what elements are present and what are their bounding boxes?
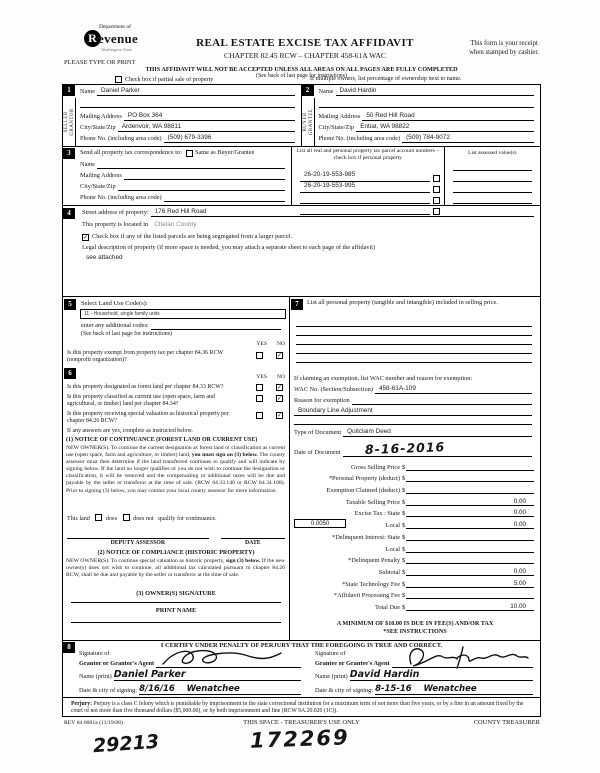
does-not-checkbox[interactable] (123, 514, 130, 521)
land-use-code-field[interactable]: 11 - Household, single family units (80, 309, 286, 319)
exemption-intro: If claiming an exemption, list WAC number and reason for exemption: (294, 375, 473, 382)
grantor-date-city-field[interactable]: 8/16/16 Wenatchee (139, 685, 301, 695)
grantee-mailing-field[interactable]: 50 Red Hill Road (362, 112, 534, 121)
land-use-column: 5 Select Land Use Code(s): 11 - Household, single family units enter any additional codes: (See back of last page for instructions) YES NO Is this property exempt from property tax per chapter 84.36 RCW (nonprofit organization)? ✓ 6 YES NO Is this property designated as forest land per chapter 84.33 RCW? ✓ Is this property classified as current use (open space, farm and agricultural, or timber) land per chapter 84.34? ✓ Is this property receiving special valuation as historical property per chapter 84.26 RCW? ✓ If any answers are yes, complete as instructed below. (1) NOTICE OF CONTINUANCE (FOREST LAND OR CURRENT USE) NEW OWNER(S). To continue the current designation as forest land or classification as current use (open space, farm and agriculture, or timber) land, you must sign on (3) below. The county assessor must then determine if the land transferred continues to qualify and will indicate by signing below. If the land no longer qualifies or you do not wish to continue the designation or classification, it will be removed and the compensating or additional taxes will be due and payable by the seller or transferor at the time of sale. (RCW 84.33.140 or RCW 84.34.108). Prior to signing (3) below, you may contact your local county assessor for more information. This land does does not qualify for continuance. DEPUTY ASSESSOR DATE (2) NOTICE OF COMPLIANCE (HISTORIC PROPERTY) NEW OWNER(S): To continue special valuation as historic property, sign (3) below. If the new owner(s) does not wish to continue, all additional tax calculated pursuant to chapter 84.26 RCW, shall be due and payable by the seller or transferor at the time of sale. (3) OWNER(S) SIGNATURE PRINT NAME (63, 297, 290, 640)
current-use-yes-checkbox[interactable] (256, 395, 263, 402)
seller-grantor-section: 1 SELLER GRANTOR Name Daniel Parker Mailing Address PO Box 364 City/State/Zip Ardenvoir, WA 98811 Phone No. (including area code) (509) 679-3396 (63, 85, 302, 146)
grantee-csz-field[interactable]: Entiat, WA 98822 (356, 123, 534, 132)
perjury-notice: Perjury: Perjury is a class C felony which is punishable by imprisonment in the state correctional institution for a maximum term of not more than five years, or by a fine in an amount fixed by the court of not more than five thousand dollars ($5,000.00), or by both imprisonment and fine (RCW 9A.20.020 (1C)). (71, 700, 524, 714)
section-2-badge: 2 (302, 85, 314, 96)
print-name-label: PRINT NAME (155, 607, 197, 614)
date-label: DATE (245, 540, 261, 546)
exempt-yes-checkbox[interactable] (256, 352, 263, 359)
current-use-question: Is this property classified as current use (open space, farm and agricultural, or timber) land per chapter 84.34? (67, 394, 215, 408)
section-7-badge: 7 (291, 299, 303, 310)
owner-print-name-line[interactable] (71, 615, 281, 623)
parcel-number-field[interactable]: 26-20-19-553-995 (300, 174, 430, 193)
personal-property-line[interactable] (296, 319, 532, 327)
logo-state-text: Washington State (101, 47, 133, 52)
property-address-section: 4 Street address of property: 176 Red Hill Road This property is located in Chelan County ✓ Check box if any of the listed parcels are being segregated from a larger parcel. Legal description of property (if more space is needed, you may attach a separate sheet to each page of the affidavit) see attached (63, 206, 540, 297)
current-use-no-checkbox[interactable] (276, 395, 283, 402)
grantor-signature (157, 646, 287, 670)
grantor-phone-field[interactable]: (509) 679-3396 (164, 134, 295, 143)
exemption-claimed-field[interactable] (406, 486, 534, 494)
legal-description-value: see attached (86, 254, 123, 261)
grantee-extra-name-field[interactable] (319, 100, 535, 108)
acceptance-notice: THIS AFFIDAVIT WILL NOT BE ACCEPTED UNLESS ALL AREAS ON ALL PAGES ARE FULLY COMPLETED (145, 66, 458, 73)
forest-no-checkbox[interactable] (276, 384, 283, 391)
section-8-badge: 8 (63, 642, 75, 653)
forest-yes-checkbox[interactable] (256, 384, 263, 391)
section-1-badge: 1 (63, 85, 75, 96)
exempt-no-checkbox[interactable] (276, 352, 283, 359)
personal-property-title: List all personal property (tangible and intangible) included in selling price. (307, 299, 498, 306)
grantor-name-label: Name (80, 88, 96, 95)
buyer-grantee-side-label: BUYER GRANTEE (302, 98, 315, 146)
see-back-note-2: (See back of last page for instructions) (81, 331, 172, 337)
reason-exemption-field[interactable] (352, 397, 532, 405)
forest-land-question: Is this property designated as forest land per chapter 84.33 RCW? (67, 384, 224, 390)
see-back-note: (See back of last page for instructions) (256, 73, 347, 79)
assessed-value-field[interactable] (453, 196, 532, 204)
taxable-selling-price-field[interactable]: 0.00 (406, 498, 534, 506)
please-type-note: PLEASE TYPE OR PRINT (64, 59, 136, 66)
county-treasurer-label: COUNTY TREASURER (473, 719, 540, 726)
receipt-note: This form is your receipt when stamped by cashier. (469, 40, 539, 56)
minimum-due-note: A MINIMUM OF $10.00 IS DUE IN FEE(S) AND/OR TAX (336, 620, 494, 627)
wac-number-field[interactable]: 458-61A-109 (375, 385, 532, 394)
affidavit-processing-fee-field[interactable] (406, 591, 534, 599)
correspondence-mailing-field[interactable] (124, 172, 285, 180)
grantee-name-field[interactable]: David Hardin (336, 87, 534, 96)
deputy-assessor-signature-line[interactable] (67, 531, 209, 539)
logo-name-text: evenue (98, 30, 139, 46)
exempt-question: Is this property exempt from property tax per chapter 84.36 RCW (nonprofit organization)? (67, 350, 224, 364)
correspondence-csz-field[interactable] (118, 183, 285, 191)
personal-property-line[interactable] (296, 328, 532, 336)
personal-property-line[interactable] (296, 355, 532, 363)
personal-property-line[interactable] (296, 346, 532, 354)
certification-section (63, 641, 540, 698)
additional-codes-field[interactable] (151, 322, 281, 330)
grantee-phone-field[interactable]: (509) 784-9072 (402, 134, 534, 143)
delinquent-interest-state-field[interactable] (406, 533, 534, 541)
correspondence-phone-field[interactable] (164, 194, 285, 202)
form-title: REAL ESTATE EXCISE TAX AFFIDAVIT (196, 37, 414, 49)
notice-continuance-title: (1) NOTICE OF CONTINUANCE (FOREST LAND OR CURRENT USE) (66, 437, 258, 443)
tax-correspondence-section: 3 Send all property tax correspondence to: Same as Buyer/Grantee Name Mailing Address City/State/Zip Phone No. (including area code) List all real and personal property tax parcel account numbers – check box if personal property 26-20-19-553-985 26-20-19-553-995 List assessed value(s) (63, 147, 540, 206)
revenue-r-icon: R (84, 30, 101, 47)
certify-statement: I CERTIFY UNDER PENALTY OF PERJURY THAT THE FOREGOING IS TRUE AND CORRECT. (160, 642, 443, 649)
deputy-assessor-label: DEPUTY ASSESSOR (110, 540, 166, 546)
form-subtitle: CHAPTER 82.45 RCW – CHAPTER 458-61A WAC (224, 51, 386, 60)
grantee-signature-block: Signature of Grantee or Grantee's Agent Name (print) David Hardin Date & city of signing: 8-15-16 Wenatchee (315, 650, 533, 695)
assessed-value-field[interactable] (453, 174, 532, 182)
revenue-logo (84, 24, 138, 52)
grantor-extra-name-field[interactable] (80, 100, 295, 108)
grantor-signature-block: Signature of Grantor or Grantor's Agent Name (print) Daniel Parker Date & city of signing: 8/16/16 Wenatchee (79, 650, 301, 695)
document-type-field[interactable]: Quitclaim Deed (343, 428, 532, 437)
personal-property-deduct-field[interactable] (406, 474, 534, 482)
checkmark-icon: ✓ (277, 353, 283, 359)
form-revision-number: REV 84 0001a (11/19/08) (64, 720, 123, 726)
grantor-csz-field[interactable]: Ardenvoir, WA 98811 (118, 123, 295, 132)
handwritten-number-left: 29213 (92, 730, 160, 758)
owners-signature-title: (3) OWNER(S) SIGNATURE (136, 590, 216, 597)
notice-continuance-body: NEW OWNER(S). To continue the current designation as forest land or classification as current use (open space, farm and agriculture, or timber) land, you must sign on (3) below. The county assessor must then determine if the land transferred continues to qualify and will indicate by signing below. If the land no longer qualifies or you do not wish to continue the designation or classification, it will be removed and the compensating or additional taxes will be due and payable by the seller or transferor at the time of sale. (RCW 84.33.140 or RCW 84.34.108). Prior to signing (3) below, you may contact your local county assessor for more information. (66, 445, 286, 494)
personal-property-line[interactable] (296, 337, 532, 345)
historic-no-checkbox[interactable] (276, 412, 283, 419)
historic-yes-checkbox[interactable] (256, 412, 263, 419)
seller-grantor-side-label: SELLER GRANTOR (63, 98, 76, 146)
reason-exemption-field-3[interactable] (294, 417, 532, 425)
state-technology-fee-field[interactable]: 5.00 (406, 580, 534, 588)
gross-selling-price-field[interactable] (406, 463, 534, 471)
correspondence-name-field[interactable] (97, 161, 285, 169)
buyer-grantee-section: 2 BUYER GRANTEE Name David Hardin Mailing Address 50 Red Hill Road City/State/Zip Entiat, WA 98822 Phone No. (including area code) (509) 784-9072 (302, 85, 541, 146)
checkmark-icon: ✓ (277, 396, 283, 402)
owner-signature-line[interactable] (71, 595, 281, 603)
does-checkbox[interactable] (95, 514, 102, 521)
tax-computation: Gross Selling Price $ *Personal Property (deduct) $ Exemption Claimed (deduct) $ Taxable Selling Price $ 0.00 Excise Tax : State $ 0.00 0.0050 Local $ 0.00 *Delinquent Interest: State $ Local $ *Delinquent Penalty $ Subtotal $ 0.00 *State Technology Fee $ 5.00 *Affidavit Processing Fee $ Total Due $ 10.00 (290, 459, 534, 611)
grantee-date-city-field[interactable]: 8-15-16 Wenatchee (375, 685, 533, 695)
document-date-field[interactable] (343, 439, 532, 458)
form-body (62, 84, 541, 717)
assessed-values-header: List assessed value(s) (468, 150, 517, 156)
section-5-badge: 5 (64, 299, 76, 310)
section-4-badge: 4 (63, 208, 75, 219)
delinquent-interest-local-field[interactable] (406, 545, 534, 553)
section-6-badge: 6 (64, 368, 76, 379)
grantor-print-name-field[interactable]: Daniel Parker (114, 671, 301, 681)
local-rate-box[interactable]: 0.0050 (294, 519, 346, 529)
logo-department-text: Department of (99, 24, 131, 30)
checkmark-icon: ✓ (277, 385, 283, 391)
personal-property-column: 7 List all personal property (tangible and intangible) included in selling price. If claiming an exemption, list WAC number and reason for exemption: WAC No. (Section/Subsection) 458-61A-109 Reason for exemption Boundary Line Adjustment Type of Document Quitclaim Deed Date of Document 8-16-2016 Gross Selling Price $ *Personal Property (deduct) $ Exemption Claimed (deduct) $ Taxable Selling Price $ 0.00 Excise Tax : State $ 0.00 0.0050 Local $ 0.00 *Delinquent Interest: State $ Local $ *Delinquent Penalty $ Subtotal $ 0.00 *State Technology Fee $ 5.00 *Affidavit Processing Fee $ Total Due $ 10.00 A MINIMUM OF $10.00 IS DUE IN FEE(S) AND/OR TAX *SEE INSTRUCTIONS (290, 297, 540, 640)
segregated-checkbox[interactable] (82, 234, 89, 241)
total-due-field[interactable]: 10.00 (406, 603, 534, 611)
see-instructions-note: *SEE INSTRUCTIONS (383, 628, 447, 635)
grantee-print-name-field[interactable]: David Hardin (350, 671, 533, 681)
assessed-value-field[interactable] (453, 163, 532, 171)
parcel-numbers-header: List all real and personal property tax parcel account numbers – check box if personal property (296, 148, 440, 161)
parcel-number-field[interactable]: 26-20-19-553-985 (300, 163, 430, 182)
treasurer-space-label: THIS SPACE - TREASURER'S USE ONLY (243, 719, 360, 726)
same-as-buyer-checkbox[interactable] (186, 150, 193, 157)
checkmark-icon: ✓ (83, 235, 89, 241)
excise-tax-local-field[interactable]: 0.00 (406, 521, 534, 529)
grantee-signature (403, 644, 529, 672)
excise-tax-state-field[interactable]: 0.00 (406, 509, 534, 517)
notice-compliance-title: (2) NOTICE OF COMPLIANCE (HISTORIC PROPERTY) (97, 550, 255, 556)
street-address-field[interactable]: 176 Red Hill Road (151, 208, 534, 217)
partial-sale-checkbox[interactable] (115, 76, 122, 83)
historic-question: Is this property receiving special valuation as historical property per chapter 84.26 RCW? (67, 411, 229, 425)
partial-sale-label: Check box if partial sale of property (125, 76, 214, 83)
if-yes-note: If any answers are yes, complete as instructed below. (67, 428, 193, 434)
grantor-mailing-field[interactable]: PO Box 364 (124, 112, 295, 121)
handwritten-number-center: 172269 (249, 725, 351, 753)
subtotal-field[interactable]: 0.00 (406, 568, 534, 576)
assessed-value-field[interactable] (453, 185, 532, 193)
county-value: Chelan County (154, 221, 197, 228)
checkmark-icon: ✓ (277, 413, 283, 419)
notice-compliance-body: NEW OWNER(S): To continue special valuation as historic property, sign (3) below. If the new owner(s) does not wish to continue, all additional tax calculated pursuant to chapter 84.26 RCW, shall be due and payable by the seller or transferor at the time of sale. (66, 558, 286, 579)
grantor-name-field[interactable]: Daniel Parker (97, 87, 294, 96)
land-use-title: Select Land Use Code(s): (81, 300, 148, 307)
qualify-line: This land does does not qualify for continuance. (67, 516, 217, 522)
document-date-value: 8-16-2016 (364, 439, 446, 458)
reason-exemption-field-2[interactable]: Boundary Line Adjustment (294, 407, 532, 416)
multiple-owners-note: If multiple owners, list percentage of ownership next to name. (310, 76, 462, 82)
delinquent-penalty-field[interactable] (406, 556, 534, 564)
deputy-date-line[interactable] (221, 531, 285, 539)
section-3-badge: 3 (63, 148, 75, 159)
